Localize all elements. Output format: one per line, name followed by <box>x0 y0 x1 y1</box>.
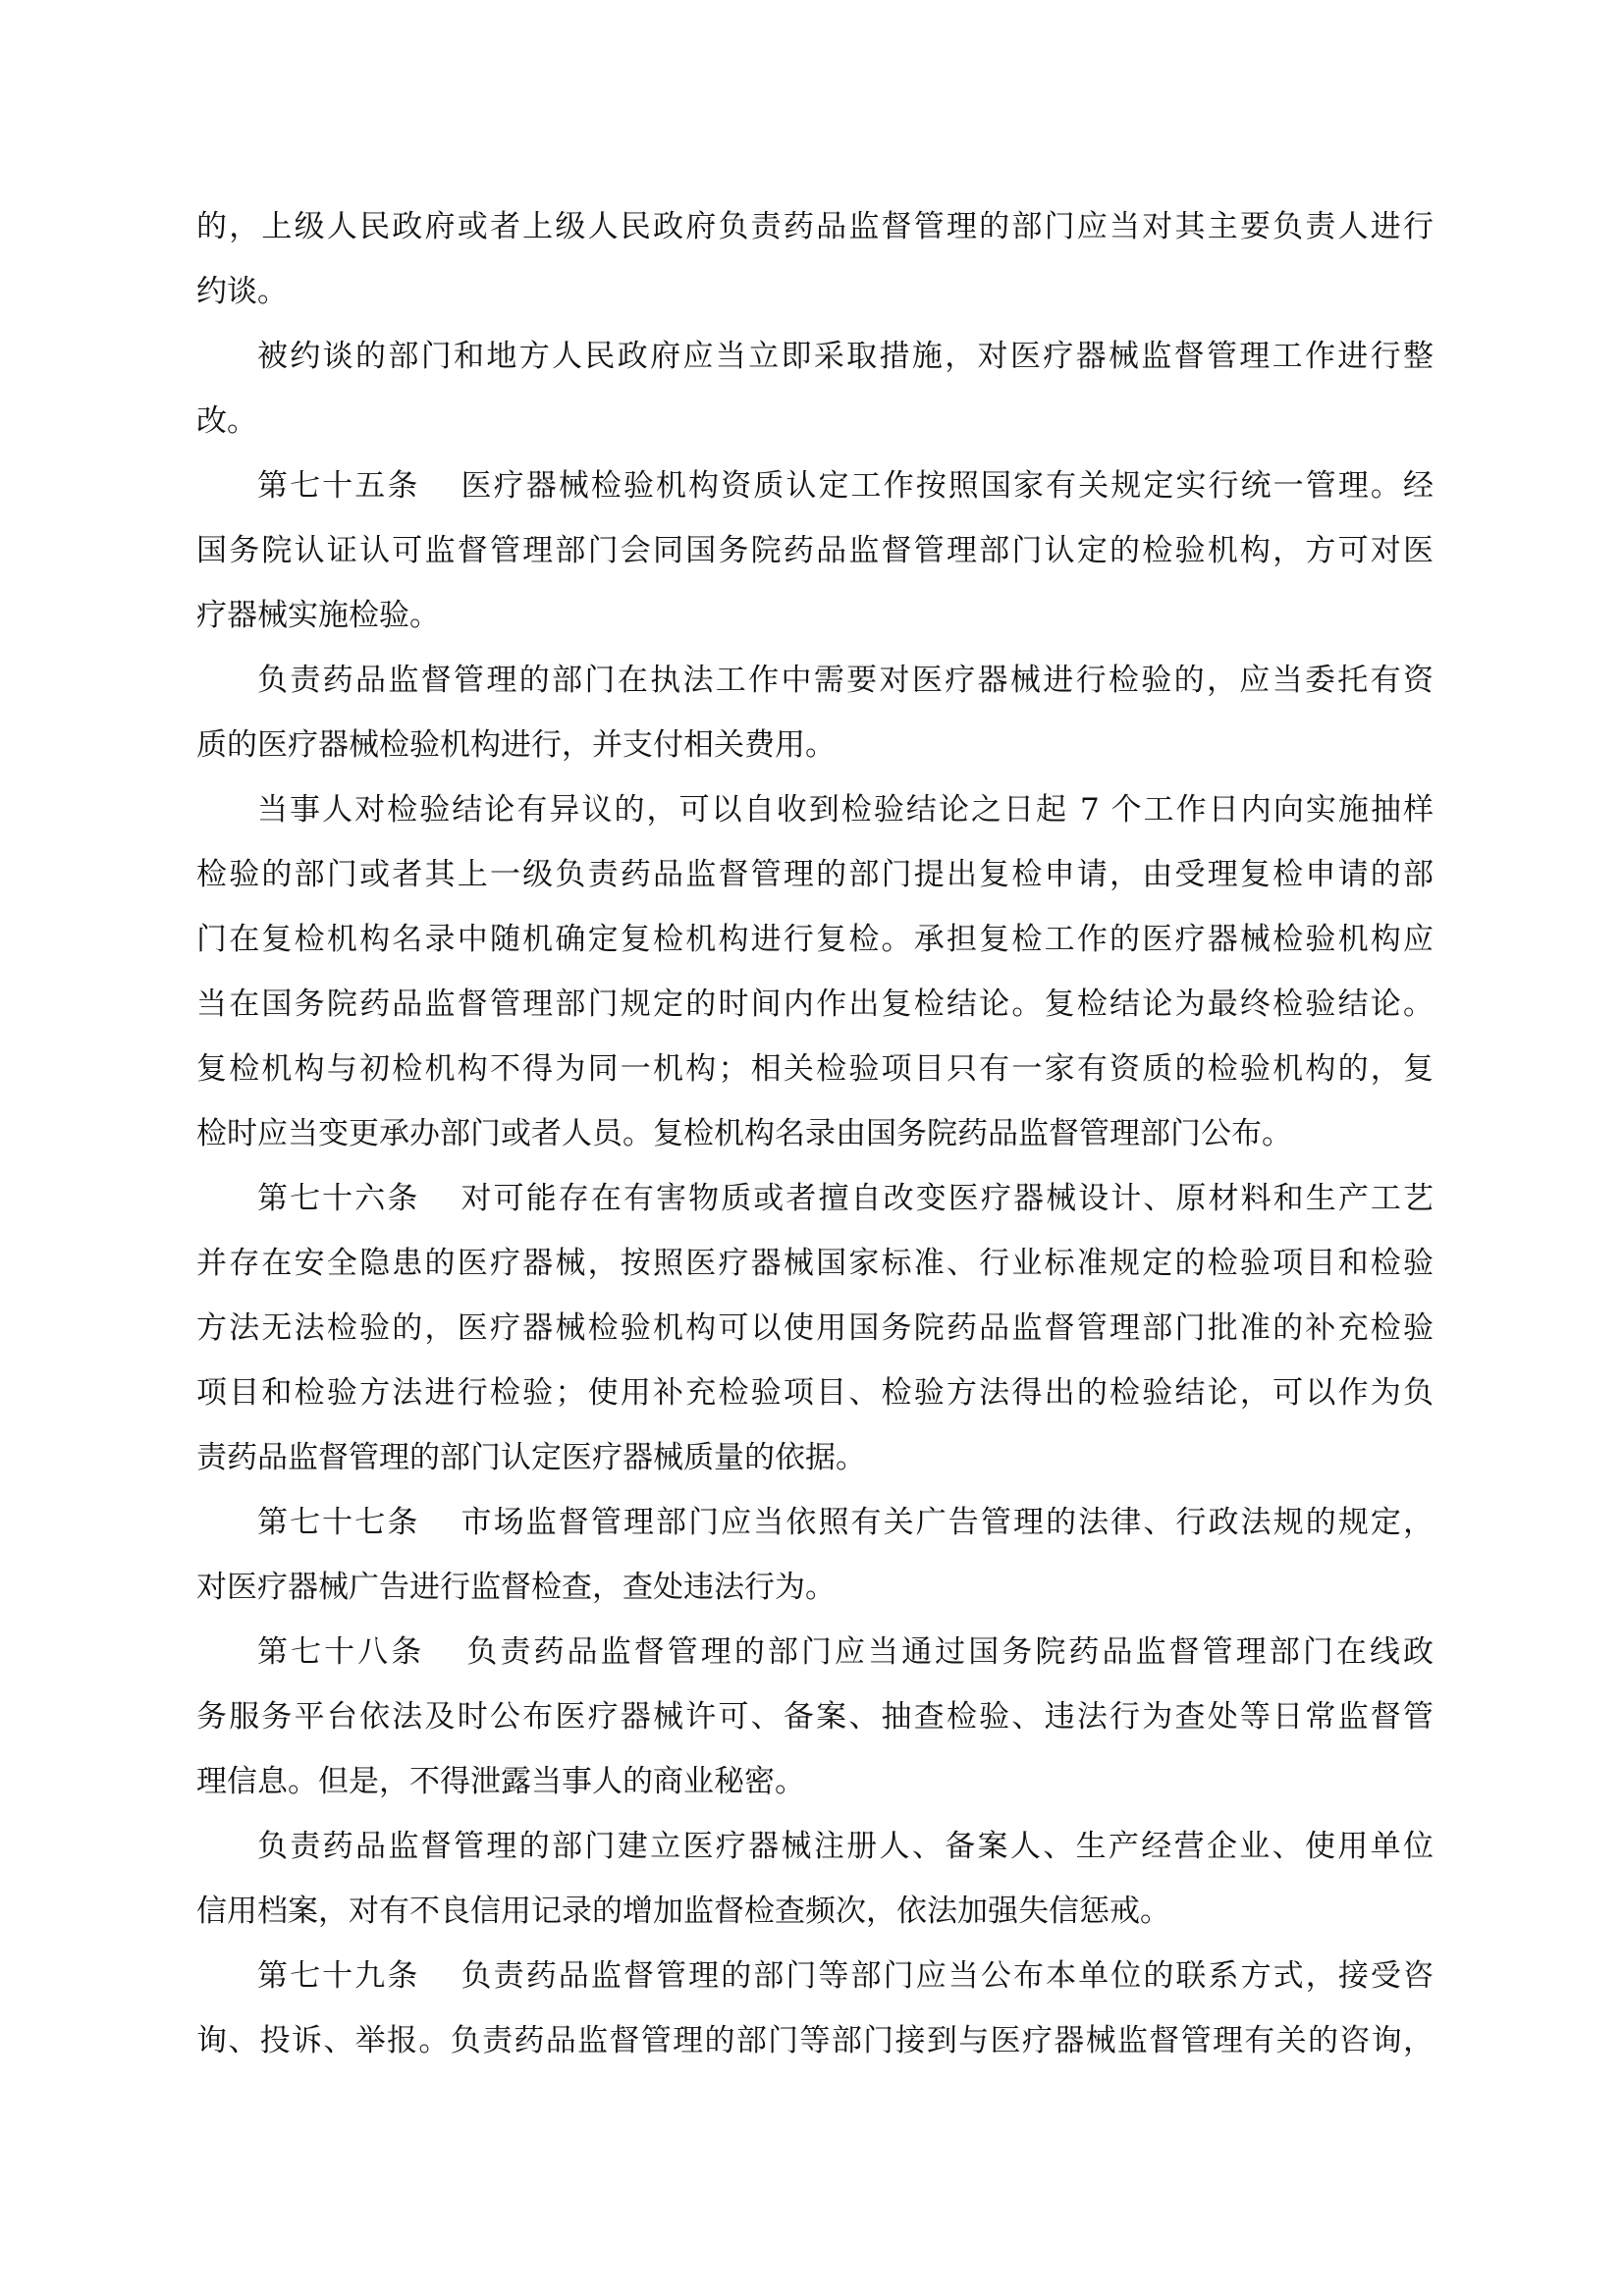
text-line <box>196 1749 1434 1814</box>
text-line <box>196 1037 1434 1101</box>
line-text: 信用档案，对有不良信用记录的增加监督检查频次，依法加强失信惩戒。 <box>196 1894 1170 1929</box>
text-line <box>196 1684 1434 1749</box>
text-line <box>196 1555 1434 1620</box>
line-text: 门在复检机构名录中随机确定复检机构进行复检。承担复检工作的医疗器械检验机构应 <box>196 922 1434 957</box>
article-number: 第七十八条 <box>257 1634 425 1670</box>
line-text: 责药品监督管理的部门认定医疗器械质量的依据。 <box>196 1440 866 1475</box>
line-text: 国务院认证认可监督管理部门会同国务院药品监督管理部门认定的检验机构，方可对医 <box>196 533 1434 568</box>
text-line <box>196 713 1434 777</box>
text-line <box>196 518 1434 583</box>
line-text: 对医疗器械广告进行监督检查，查处违法行为。 <box>196 1570 836 1605</box>
line-text: 对可能存在有害物质或者擅自改变医疗器械设计、原材料和生产工艺 <box>459 1181 1434 1216</box>
line-text: 检时应当变更承办部门或者人员。复检机构名录由国务院药品监督管理部门公布。 <box>196 1116 1292 1151</box>
line-text: 负责药品监督管理的部门应当通过国务院药品监督管理部门在线政 <box>463 1634 1434 1670</box>
line-text: 理信息。但是，不得泄露当事人的商业秘密。 <box>196 1764 805 1799</box>
text-line <box>196 324 1434 389</box>
line-text: 项目和检验方法进行检验；使用补充检验项目、检验方法得出的检验结论，可以作为负 <box>196 1375 1434 1411</box>
line-text: 负责药品监督管理的部门在执法工作中需要对医疗器械进行检验的，应当委托有资 <box>257 663 1434 698</box>
text-line <box>196 194 1434 259</box>
document-body <box>196 194 1434 2073</box>
text-line <box>196 1296 1434 1361</box>
text-line <box>196 648 1434 713</box>
line-text: 疗器械实施检验。 <box>196 598 440 633</box>
line-text: 改。 <box>196 403 257 439</box>
text-line <box>196 1361 1434 1425</box>
line-text: 务服务平台依法及时公布医疗器械许可、备案、抽查检验、违法行为查处等日常监督管 <box>196 1699 1434 1735</box>
line-text: 负责药品监督管理的部门建立医疗器械注册人、备案人、生产经营企业、使用单位 <box>257 1829 1434 1864</box>
text-line <box>196 1101 1434 1166</box>
text-line <box>196 2008 1434 2073</box>
line-text: 方法无法检验的，医疗器械检验机构可以使用国务院药品监督管理部门批准的补充检验 <box>196 1310 1434 1346</box>
line-text: 质的医疗器械检验机构进行，并支付相关费用。 <box>196 727 836 763</box>
text-line <box>196 907 1434 972</box>
line-text: 负责药品监督管理的部门等部门应当公布本单位的联系方式，接受咨 <box>459 1958 1434 1994</box>
line-text: 医疗器械检验机构资质认定工作按照国家有关规定实行统一管理。经 <box>459 468 1434 504</box>
article-number: 第七十五条 <box>257 468 420 504</box>
article-number: 第七十六条 <box>257 1181 420 1216</box>
line-text: 复检机构与初检机构不得为同一机构；相关检验项目只有一家有资质的检验机构的，复 <box>196 1051 1434 1087</box>
line-text: 检验的部门或者其上一级负责药品监督管理的部门提出复检申请，由受理复检申请的部 <box>196 857 1434 892</box>
article-number: 第七十九条 <box>257 1958 420 1994</box>
article-number: 第七十七条 <box>257 1505 420 1540</box>
text-line <box>196 777 1434 842</box>
text-line <box>196 1231 1434 1296</box>
text-line <box>196 1944 1434 2008</box>
text-line <box>196 259 1434 324</box>
line-text: 市场监督管理部门应当依照有关广告管理的法律、行政法规的规定， <box>459 1505 1434 1540</box>
text-line <box>196 1814 1434 1879</box>
line-text: 询、投诉、举报。负责药品监督管理的部门等部门接到与医疗器械监督管理有关的咨询， <box>196 2023 1434 2058</box>
line-text: 并存在安全隐患的医疗器械，按照医疗器械国家标准、行业标准规定的检验项目和检验 <box>196 1246 1434 1281</box>
text-line <box>196 389 1434 454</box>
text-line <box>196 1879 1434 1944</box>
line-text: 当在国务院药品监督管理部门规定的时间内作出复检结论。复检结论为最终检验结论。 <box>196 987 1434 1022</box>
line-text: 当事人对检验结论有异议的，可以自收到检验结论之日起 7 个工作日内向实施抽样 <box>257 792 1434 828</box>
text-line <box>196 1620 1434 1684</box>
text-line <box>196 1166 1434 1231</box>
text-line <box>196 454 1434 518</box>
text-line <box>196 1425 1434 1490</box>
line-text: 约谈。 <box>196 274 288 309</box>
text-line <box>196 972 1434 1037</box>
line-text: 的，上级人民政府或者上级人民政府负责药品监督管理的部门应当对其主要负责人进行 <box>196 209 1434 244</box>
text-line <box>196 842 1434 907</box>
text-line <box>196 1490 1434 1555</box>
line-text: 被约谈的部门和地方人民政府应当立即采取措施，对医疗器械监督管理工作进行整 <box>257 339 1434 374</box>
text-line <box>196 583 1434 648</box>
